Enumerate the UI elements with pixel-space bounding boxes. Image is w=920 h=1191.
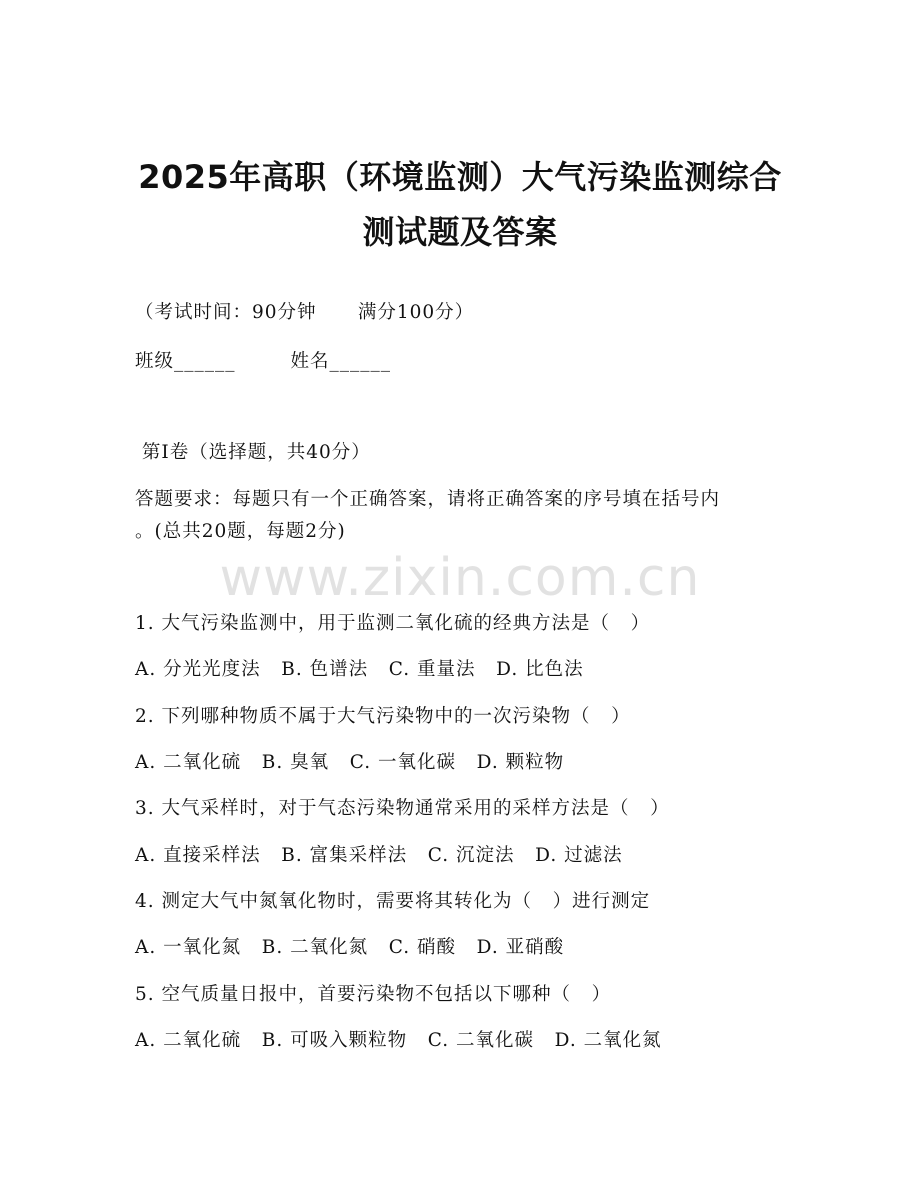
question-options: A. 直接采样法 B. 富集采样法 C. 沉淀法 D. 过滤法 [135, 845, 623, 866]
document-title [0, 150, 920, 260]
instruction-line-1: 答题要求：每题只有一个正确答案，请将正确答案的序号填在括号内 [135, 489, 721, 510]
title-line-2: 测试题及答案 [362, 213, 558, 251]
question-options: A. 二氧化硫 B. 臭氧 C. 一氧化碳 D. 颗粒物 [135, 752, 565, 773]
question-stem: 3. 大气采样时，对于气态污染物通常采用的采样方法是（ ） [135, 798, 670, 819]
title-line-1: 2025年高职（环境监测）大气污染监测综合 [138, 158, 782, 196]
question-options: A. 分光光度法 B. 色谱法 C. 重量法 D. 比色法 [135, 659, 584, 680]
question-stem: 5. 空气质量日报中，首要污染物不包括以下哪种（ ） [135, 984, 612, 1005]
question-options: A. 一氧化氮 B. 二氧化氮 C. 硝酸 D. 亚硝酸 [135, 937, 565, 958]
section-title: 第I卷（选择题，共40分） [135, 442, 371, 463]
class-name-line: 班级______ 姓名______ [135, 351, 392, 372]
question-stem: 1. 大气污染监测中，用于监测二氧化硫的经典方法是（ ） [135, 613, 651, 634]
question-stem: 4. 测定大气中氮氧化物时，需要将其转化为（ ）进行测定 [135, 891, 651, 912]
question-stem: 2. 下列哪种物质不属于大气污染物中的一次污染物（ ） [135, 706, 631, 727]
question-options: A. 二氧化硫 B. 可吸入颗粒物 C. 二氧化碳 D. 二氧化氮 [135, 1030, 662, 1051]
exam-info: （考试时间：90分钟 满分100分） [135, 302, 475, 323]
watermark: www.zixin.com.cn [219, 548, 701, 608]
instruction-line-2: 。(总共20题，每题2分) [135, 521, 346, 542]
